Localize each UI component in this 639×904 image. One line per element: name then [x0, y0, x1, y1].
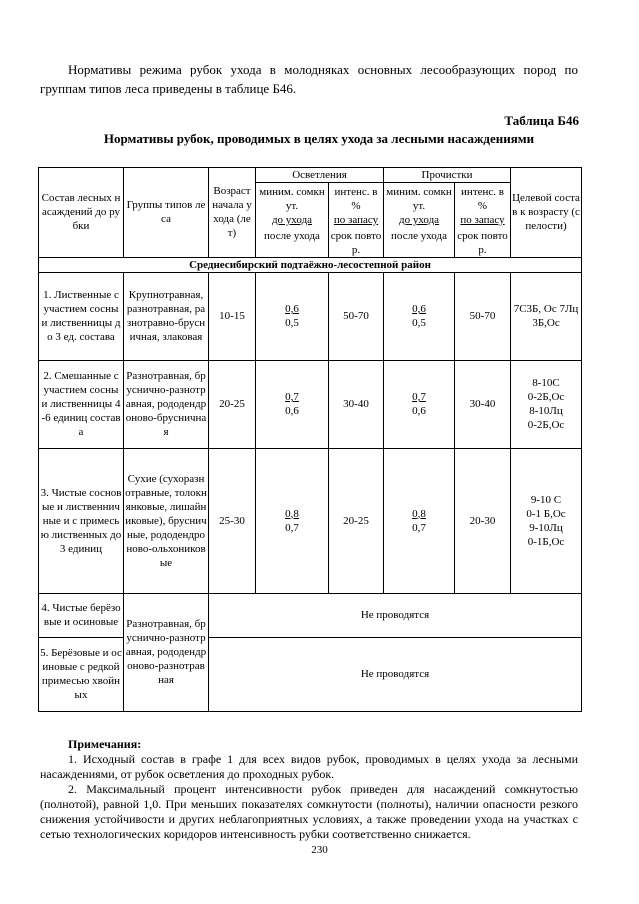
page-number: 230: [311, 844, 328, 856]
row2-osv-intensity: 30-40: [329, 360, 384, 448]
header-osv-intensity: [329, 183, 384, 229]
row1-groups: Крупнотравная, разнотравная, разнотравно-брусничная, злаковая: [124, 272, 209, 360]
notes-heading: Примечания:: [68, 737, 142, 751]
table-row: [39, 360, 582, 448]
row1-osv-intensity: 50-70: [329, 272, 384, 360]
row1-osv-density: [256, 272, 329, 360]
row2-age: 20-25: [209, 360, 256, 448]
row4-5-groups: Разнотравная, бруснично-разнотравная, рододендроново-разнотравная: [124, 593, 209, 711]
row1-osv-before: 0,6: [285, 303, 299, 315]
row3-osv-intensity: 20-25: [329, 448, 384, 593]
header-target: Целевой состав к возрасту (спелости): [511, 168, 582, 258]
row1-target: 7С3Б, Ос 7Лц3Б,Ос: [511, 272, 582, 360]
row2-target-line: 8-10Лц: [529, 405, 563, 417]
row3-groups: Сухие (сухоразнотравные, толокнянковые, лишайниковые), брусничные, рододендроново-ольхониковые: [124, 448, 209, 593]
header-prochistki: Прочистки: [384, 168, 511, 183]
notes-section: [40, 737, 578, 842]
table-title: Нормативы рубок, проводимых в целях ухода за лесными насаждениями: [103, 131, 535, 146]
row2-osv-after: 0,6: [285, 405, 299, 417]
header-osv-intensity-top: интенс. в %: [334, 185, 378, 212]
table-row: [39, 637, 582, 711]
table-row: [39, 272, 582, 360]
header-pro-after: после ухода: [384, 229, 455, 258]
row3-target-line: 9-10 С: [530, 493, 562, 506]
header-start-age: Возраст начала ухода (лет): [209, 168, 256, 258]
row1-age: 10-15: [209, 272, 256, 360]
row3-target-line: 0-1 Б,Ос: [526, 507, 566, 520]
row1-osv-after: 0,5: [285, 317, 299, 329]
row1-pro-density: [384, 272, 455, 360]
header-osv-min-density: [256, 183, 329, 229]
row2-pro-before: 0,7: [412, 391, 426, 403]
header-pro-stock: по запасу: [460, 213, 505, 226]
row3-composition: 3. Чистые сосновые и лиственничные и с примесью лиственных до 3 единиц: [39, 448, 124, 593]
header-osv-before: до ухода: [271, 213, 313, 226]
norms-table: [38, 167, 582, 712]
intro-paragraph: Нормативы режима рубок ухода в молодняках основных лесообразующих пород по группам типов леса приведены в таблице Б46.: [40, 62, 578, 96]
row2-target-line: 8-10С: [532, 377, 560, 389]
note-item: 2. Максимальный процент интенсивности рубок приведен для насаждений сомкнутостью (полнотой), равной 1,0. При меньших показателях сомкнутости (полноты), наличии опасности резкого снижения устойчивости и других неблагоприятных условиях, а также проведении ухода на участках с сетью технологических коридоров интенсивность рубки соответственно снижается.: [40, 782, 578, 841]
row2-target-line: 0-2Б,Ос: [527, 391, 565, 403]
row2-composition: 2. Смешанные с участием сосны и лиственницы 4-6 единиц состава: [39, 360, 124, 448]
row5-note: Не проводятся: [209, 637, 582, 711]
row2-pro-after: 0,6: [412, 405, 426, 417]
row3-osv-before: 0,8: [285, 507, 299, 520]
row3-osv-density: [256, 448, 329, 593]
row3-pro-intensity: 20-30: [455, 448, 511, 593]
row2-osv-before: 0,7: [285, 391, 299, 403]
row3-pro-density: [384, 448, 455, 593]
row1-pro-intensity: 50-70: [455, 272, 511, 360]
row4-note: Не проводятся: [209, 593, 582, 637]
header-osv-min-density-top: миним. сомкнут.: [259, 185, 325, 212]
row1-composition: 1. Лиственные с участием сосны и лиственницы до 3 ед. состава: [39, 272, 124, 360]
row1-pro-after: 0,5: [412, 317, 426, 329]
header-osv-stock: по запасу: [333, 213, 379, 226]
region-row: Среднесибирский подтаёжно-лесостепной район: [39, 257, 582, 272]
row1-pro-before: 0,6: [412, 303, 426, 315]
row2-osv-density: [256, 360, 329, 448]
note-item: 1. Исходный состав в графе 1 для всех видов рубок, проводимых в целях ухода за лесными насаждениями, от рубок осветления до проходных рубок.: [40, 752, 578, 781]
table-caption: Таблица Б46: [504, 113, 579, 128]
row3-target-line: 0-1Б,Ос: [527, 535, 565, 548]
header-pro-repeat: срок повтор.: [455, 229, 511, 258]
row3-target-line: 9-10Лц: [529, 521, 563, 534]
row3-age: 25-30: [209, 448, 256, 593]
row2-pro-intensity: 30-40: [455, 360, 511, 448]
row2-target: [511, 360, 582, 448]
header-pro-min-density: [384, 183, 455, 229]
row2-groups: Разнотравная, бруснично-разнотравная, рододендроново-брусничная: [124, 360, 209, 448]
header-pro-min-density-top: миним. сомкнут.: [386, 185, 452, 212]
header-pro-intensity-top: интенс. в %: [461, 185, 504, 212]
header-pro-intensity: [455, 183, 511, 229]
header-forest-groups: Группы типов леса: [124, 168, 209, 258]
row3-target: [511, 448, 582, 593]
table-row: [39, 593, 582, 637]
row5-composition: 5. Берёзовые и осиновые с редкой примесью хвойных: [39, 637, 124, 711]
header-pro-before: до ухода: [398, 213, 440, 226]
row3-osv-after: 0,7: [285, 521, 299, 534]
row4-composition: 4. Чистые берёзовые и осиновые: [39, 593, 124, 637]
row3-pro-after: 0,7: [412, 521, 426, 534]
header-osvetleniya: Осветления: [256, 168, 384, 183]
row2-target-line: 0-2Б,Ос: [527, 419, 565, 431]
row3-pro-before: 0,8: [412, 507, 426, 520]
header-osv-repeat: срок повтор.: [329, 229, 384, 258]
header-osv-after: после ухода: [256, 229, 329, 258]
table-row: [39, 448, 582, 593]
header-composition: Состав лесных насаждений до рубки: [39, 168, 124, 258]
row2-pro-density: [384, 360, 455, 448]
